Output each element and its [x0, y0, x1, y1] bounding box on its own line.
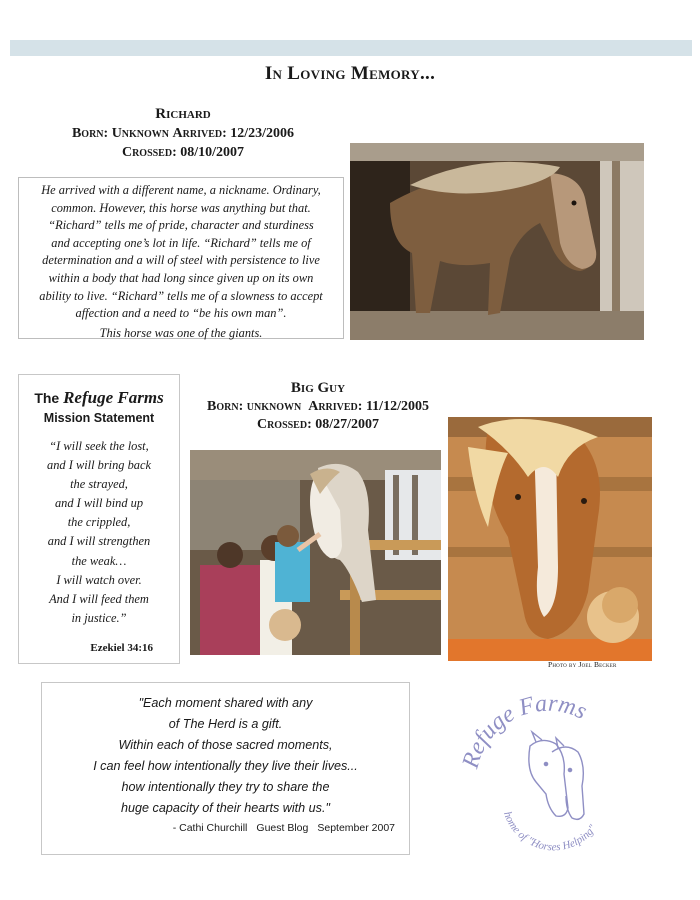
- story-closing-line: This horse was one of the giants.: [99, 325, 263, 340]
- mission-title: [19, 389, 179, 407]
- richard-arrived-value: 12/23/2006: [230, 126, 295, 141]
- verse-line: and I will bind up: [54, 496, 144, 511]
- verse-line: the strayed,: [70, 477, 128, 492]
- verse-line: “I will seek the lost,: [49, 439, 149, 453]
- header-band: [10, 40, 692, 56]
- richard-arrived-label: Arrived:: [172, 126, 227, 141]
- richard-crossed-label: Crossed:: [121, 145, 177, 160]
- bigguy-dates-line: [186, 399, 450, 415]
- logo-name: efuge Farms: [463, 690, 591, 759]
- verse-line: in justice.”: [71, 610, 127, 625]
- verse-reference: Ezekiel 34:16: [90, 642, 153, 654]
- quote-line: of The Herd is a gift.: [168, 717, 283, 731]
- richard-born-value: Unknown: [111, 126, 170, 141]
- verse-line: and I will strengthen: [47, 534, 151, 549]
- verse-line: and I will bring back: [47, 458, 151, 473]
- richard-name: Richard: [155, 106, 211, 122]
- bigguy-crossed-label: Crossed:: [256, 417, 312, 432]
- refuge-farms-logo: [462, 690, 632, 860]
- verse-line: And I will feed them: [49, 591, 149, 606]
- verse-line: the weak…: [71, 553, 127, 568]
- quote-line: "Each moment shared with any: [138, 696, 313, 710]
- bigguy-born-label: Born:: [207, 399, 244, 414]
- quote-author: - Cathi Churchill: [172, 822, 248, 834]
- richard-crossed-line: [18, 145, 348, 161]
- quote-box: [41, 682, 410, 855]
- story-line: ability to live. “Richard” tells me of a slowness to accept: [39, 288, 323, 303]
- quote-line: I can feel how intentionally they live their lives...: [93, 759, 358, 773]
- quote-line: how intentionally they try to share the: [121, 780, 330, 794]
- mission-title-name: Refuge Farms: [63, 388, 164, 407]
- bigguy-arrived-value: 11/12/2005: [365, 399, 429, 414]
- richard-story-box: [18, 177, 344, 339]
- story-line: determination and a will of steel with persistence to live: [42, 253, 320, 268]
- bigguy-name: Big Guy: [290, 380, 346, 396]
- story-line: within a body that had long since given up on its own: [48, 270, 314, 285]
- story-line: “Richard” tells me of pride, character and sturdiness: [48, 218, 314, 233]
- mission-subtitle: Mission Statement: [43, 411, 155, 425]
- bigguy-born-value: unknown: [246, 399, 302, 414]
- quote-text: [42, 693, 409, 819]
- quote-line: Within each of those sacred moments,: [118, 738, 333, 752]
- horse-heads-icon: [529, 732, 584, 819]
- mission-title-prefix: The: [34, 390, 64, 406]
- richard-born-label: Born:: [71, 126, 109, 141]
- bigguy-arrived-label: Arrived:: [308, 399, 363, 414]
- mission-verse: [19, 437, 179, 628]
- svg-text:Refuge Farms: [462, 691, 591, 773]
- quote-date: September 2007: [317, 822, 395, 834]
- richard-crossed-value: 08/10/2007: [180, 145, 245, 160]
- bigguy-barn-photo: [190, 450, 441, 655]
- bigguy-closeup-photo: [448, 417, 652, 661]
- quote-line: huge capacity of their hearts with us.": [121, 801, 330, 815]
- bigguy-crossed-line: [188, 417, 448, 433]
- svg-text:home of "Horses Helping": [501, 810, 599, 853]
- quote-source: Guest Blog: [256, 822, 309, 834]
- page-title: In Loving Memory...: [264, 63, 436, 84]
- story-line: common. However, this horse was anything but that.: [51, 200, 311, 215]
- mission-statement-box: [18, 374, 180, 664]
- logo-tagline: home of "Horses Helping": [501, 809, 599, 854]
- richard-dates-line: [18, 126, 348, 142]
- story-line: He arrived with a different name, a nickname. Ordinary,: [41, 183, 321, 197]
- verse-line: I will watch over.: [56, 572, 142, 587]
- richard-horse-photo: [350, 143, 644, 340]
- bigguy-crossed-value: 08/27/2007: [315, 417, 380, 432]
- story-line: and accepting one’s lot in life. “Richard” tells me of: [51, 235, 311, 250]
- quote-attribution: [42, 822, 395, 834]
- verse-line: the crippled,: [67, 515, 131, 530]
- photo-credit: Photo by Joel Becker: [548, 660, 617, 669]
- story-line: affection and a need to “be his own man”.: [75, 306, 287, 321]
